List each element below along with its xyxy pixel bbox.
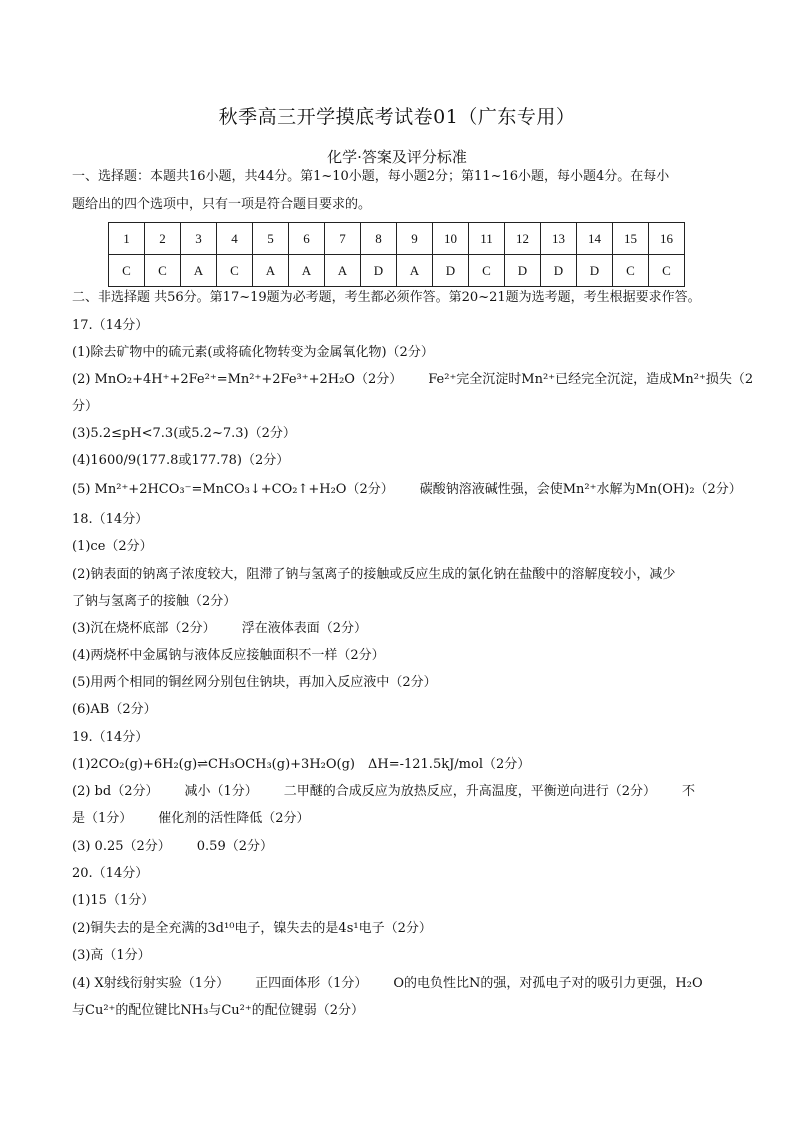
q17-heading: 17.（14分） bbox=[72, 318, 149, 333]
question-number-cell: 15 bbox=[613, 223, 649, 255]
q20-answer-4a: (4) X射线衍射实验（1分） bbox=[72, 976, 230, 991]
question-number-cell: 2 bbox=[145, 223, 181, 255]
question-number-cell: 11 bbox=[469, 223, 505, 255]
q20-answer-4 bbox=[72, 975, 722, 993]
q19-answer-2-cont bbox=[72, 810, 722, 828]
q17-answer-2 bbox=[72, 371, 754, 389]
q19-answer-3b: 0.59（2分） bbox=[196, 839, 273, 854]
section1-intro-line2: 题给出的四个选项中，只有一项是符合题目要求的。 bbox=[72, 197, 372, 212]
answer-cell: A bbox=[181, 255, 217, 287]
section2-intro: 二、非选择题 共56分。第17~19题为必考题，考生都必须作答。第20~21题为选考题，考生根据要求作答。 bbox=[72, 290, 701, 305]
answer-cell: A bbox=[289, 255, 325, 287]
q19-answer-2 bbox=[72, 783, 722, 801]
q19-answer-2d: 不 bbox=[682, 784, 696, 799]
answer-cell: D bbox=[433, 255, 469, 287]
question-number-cell: 3 bbox=[181, 223, 217, 255]
q17-answer-5-note: 碳酸钠溶液碱性强，会使Mn²⁺水解为Mn(OH)₂（2分） bbox=[419, 482, 742, 497]
q17-answer-3: (3)5.2≤pH<7.3(或5.2~7.3)（2分） bbox=[72, 426, 296, 441]
answer-cell: A bbox=[325, 255, 361, 287]
q19-heading: 19.（14分） bbox=[72, 730, 149, 745]
q17-answer-2-cont: 分） bbox=[72, 399, 99, 414]
q20-answer-3: (3)高（1分） bbox=[72, 948, 151, 963]
answer-cell: D bbox=[361, 255, 397, 287]
q17-answer-2-equation: (2) MnO₂+4H⁺+2Fe²⁺=Mn²⁺+2Fe³⁺+2H₂O（2分） bbox=[72, 372, 403, 387]
q18-answer-1: (1)ce（2分） bbox=[72, 539, 153, 554]
question-number-cell: 8 bbox=[361, 223, 397, 255]
q19-answer-3 bbox=[72, 838, 722, 856]
answer-cell: C bbox=[217, 255, 253, 287]
answer-table-answer-row bbox=[109, 255, 685, 287]
q17-answer-2-note: Fe²⁺完全沉淀时Mn²⁺已经完全沉淀，造成Mn²⁺损失（2 bbox=[428, 372, 754, 387]
q20-answer-4c: O的电负性比N的强，对孤电子对的吸引力更强，H₂O bbox=[393, 976, 703, 991]
answer-cell: C bbox=[469, 255, 505, 287]
question-number-cell: 14 bbox=[577, 223, 613, 255]
answer-table-number-row bbox=[109, 223, 685, 255]
q20-answer-4b: 正四面体形（1分） bbox=[255, 976, 368, 991]
q17-answer-1: (1)除去矿物中的硫元素(或将硫化物转变为金属氧化物)（2分） bbox=[72, 345, 434, 360]
answer-cell: D bbox=[577, 255, 613, 287]
q19-answer-2c: 二甲醚的合成反应为放热反应，升高温度，平衡逆向进行（2分） bbox=[283, 784, 657, 799]
answer-cell: A bbox=[253, 255, 289, 287]
question-number-cell: 7 bbox=[325, 223, 361, 255]
q19-answer-2a: (2) bd（2分） bbox=[72, 784, 159, 799]
q17-answer-5 bbox=[72, 481, 742, 499]
answer-table bbox=[108, 222, 685, 287]
q19-answer-2e: 是（1分） bbox=[72, 811, 133, 826]
question-number-cell: 1 bbox=[109, 223, 145, 255]
q19-answer-1: (1)2CO₂(g)+6H₂(g)⇌CH₃OCH₃(g)+3H₂O(g) ΔH=-121.5kJ/mol（2分） bbox=[72, 757, 531, 772]
question-number-cell: 5 bbox=[253, 223, 289, 255]
q17-answer-4: (4)1600/9(177.8或177.78)（2分） bbox=[72, 453, 290, 468]
answer-cell: A bbox=[397, 255, 433, 287]
answer-cell: C bbox=[109, 255, 145, 287]
q19-answer-2f: 催化剂的活性降低（2分） bbox=[158, 811, 310, 826]
answer-cell: D bbox=[505, 255, 541, 287]
question-number-cell: 6 bbox=[289, 223, 325, 255]
page-title: 秋季高三开学摸底考试卷01（广东专用） bbox=[218, 106, 576, 128]
q18-answer-3b: 浮在液体表面（2分） bbox=[241, 621, 367, 636]
question-number-cell: 4 bbox=[217, 223, 253, 255]
page-subtitle: 化学·答案及评分标准 bbox=[327, 148, 467, 166]
question-number-cell: 16 bbox=[649, 223, 685, 255]
question-number-cell: 9 bbox=[397, 223, 433, 255]
answer-cell: C bbox=[649, 255, 685, 287]
q17-answer-5-equation: (5) Mn²⁺+2HCO₃⁻=MnCO₃↓+CO₂↑+H₂O（2分） bbox=[72, 482, 394, 497]
q20-answer-4-cont: 与Cu²⁺的配位键比NH₃与Cu²⁺的配位键弱（2分） bbox=[72, 1003, 364, 1018]
q18-answer-2-line1: (2)钠表面的钠离子浓度较大，阻滞了钠与氢离子的接触或反应生成的氯化钠在盐酸中的溶解度较小，减少 bbox=[72, 567, 676, 582]
question-number-cell: 13 bbox=[541, 223, 577, 255]
answer-cell: C bbox=[613, 255, 649, 287]
q18-answer-3 bbox=[72, 620, 722, 638]
q18-answer-4: (4)两烧杯中金属钠与液体反应接触面积不一样（2分） bbox=[72, 648, 385, 663]
question-number-cell: 12 bbox=[505, 223, 541, 255]
q18-answer-5: (5)用两个相同的铜丝网分别包住钠块，再加入反应液中（2分） bbox=[72, 675, 437, 690]
q18-answer-6: (6)AB（2分） bbox=[72, 702, 157, 717]
q20-heading: 20.（14分） bbox=[72, 866, 149, 881]
answer-cell: D bbox=[541, 255, 577, 287]
q20-answer-2: (2)铜失去的是全充满的3d¹⁰电子，镍失去的是4s¹电子（2分） bbox=[72, 921, 432, 936]
answer-cell: C bbox=[145, 255, 181, 287]
q18-answer-3a: (3)沉在烧杯底部（2分） bbox=[72, 621, 216, 636]
q20-answer-1: (1)15（1分） bbox=[72, 893, 155, 908]
section1-intro-line1: 一、选择题：本题共16小题，共44分。第1~10小题，每小题2分；第11~16小题，每小题4分。在每小 bbox=[72, 169, 670, 184]
q18-answer-2-line2: 了钠与氢离子的接触（2分） bbox=[72, 594, 237, 609]
q18-heading: 18.（14分） bbox=[72, 512, 149, 527]
q19-answer-3a: (3) 0.25（2分） bbox=[72, 839, 171, 854]
q19-answer-2b: 减小（1分） bbox=[184, 784, 258, 799]
question-number-cell: 10 bbox=[433, 223, 469, 255]
